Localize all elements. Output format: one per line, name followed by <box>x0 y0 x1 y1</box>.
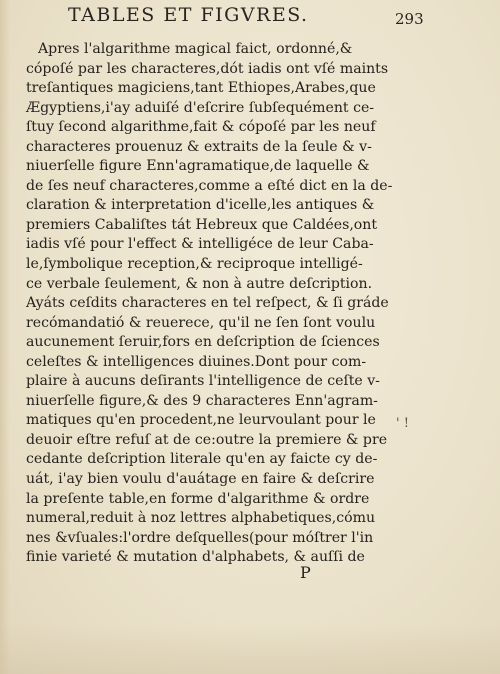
text-line: iadis vſé pour l'effect & intelligéce de leur Caba- <box>26 236 374 253</box>
text-line: Apres l'algarithme magical faict, ordonné,& <box>38 41 353 57</box>
text-line: Ægyptiens,i'ay aduiſé d'eſcrire ſubſequément ce- <box>26 99 375 116</box>
text-line: claration & interpretation d'icelle,les antiques & <box>26 197 375 214</box>
text-line: niuerſelle figure Enn'agramatique,de laquelle & <box>26 158 370 175</box>
text-line: finie varieté & mutation d'alphabets, & auſſi de <box>26 549 365 566</box>
text-line: niuerſelle figure,& des 9 characteres Enn'agram- <box>26 392 378 409</box>
text-line: premiers Cabaliſtes tát Hebreux que Caldées,ont <box>26 216 378 233</box>
page-gutter-shadow <box>0 0 10 674</box>
text-line: le,ſymbolique reception,& reciproque intelligé- <box>26 256 363 273</box>
page-number: 293 <box>395 10 424 28</box>
text-line: deuoir eſtre refuſ at de ce:outre la premiere & pre <box>26 431 388 448</box>
text-line: numeral,reduit à noz lettres alphabetiques,cómu <box>26 510 376 527</box>
text-line: de ſes neuf characteres,comme a eſté dict en la de- <box>26 177 393 194</box>
page-bottom-stain <box>0 624 500 674</box>
text-line: characteres prouenuz & extraits de la ſeule & v- <box>26 138 372 155</box>
body-text-block <box>26 40 393 568</box>
text-line: recómandatió & reuerece, qu'il ne ſen ſont voulu <box>26 314 376 331</box>
text-line: ſtuy ſecond algarithme,fait & cópoſé par les neuf <box>26 119 376 136</box>
running-title: TABLES ET FIGVRES. <box>68 4 309 26</box>
text-line: treſantiques magiciens,tant Ethiopes,Arabes,que <box>26 80 376 97</box>
text-line: nes &vſuales:l'ordre deſquelles(pour móſtrer l'in <box>26 529 374 546</box>
text-line: ce verbale ſeulement, & non à autre deſcription. <box>26 275 373 292</box>
text-line: uát, i'ay bien voulu d'auátage en faire & deſcrire <box>26 471 375 488</box>
text-line: la preſente table,en forme d'algarithme & ordre <box>26 490 370 507</box>
text-line: plaire à aucuns deſirants l'intelligence de ceſte v- <box>26 373 380 390</box>
text-line: aucunement ſeruir,fors en deſcription de ſciences <box>26 334 380 351</box>
margin-ink-mark: ' ! <box>396 416 409 431</box>
text-line: celeſtes & intelligences diuines.Dont pour com- <box>26 353 367 370</box>
text-line: cedante deſcription literale qu'en ay faicte cy de- <box>26 451 378 468</box>
text-line: matiques qu'en procedent,ne leurvoulant pour le <box>26 412 376 429</box>
text-line: Ayáts ceſdits characteres en tel reſpect, & ſi gráde <box>26 295 389 312</box>
signature-mark: P <box>300 563 311 582</box>
text-line: cópoſé par les characteres,dót iadis ont vſé maints <box>26 60 389 77</box>
